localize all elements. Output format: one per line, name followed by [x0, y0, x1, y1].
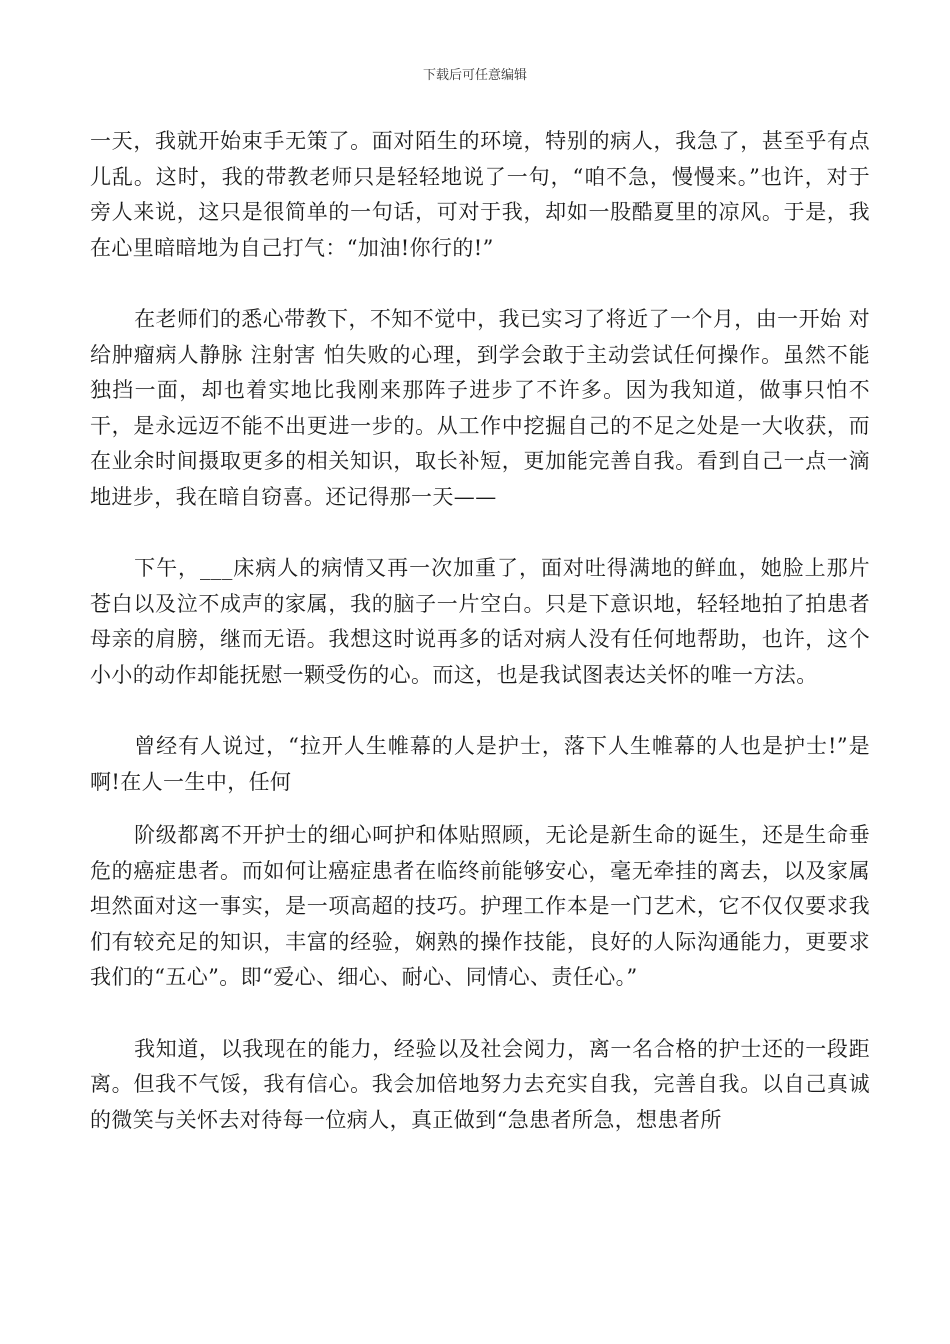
document-body	[90, 124, 870, 1174]
paragraph-5: 阶级都离不开护士的细心呵护和体贴照顾，无论是新生命的诞生，还是生命垂危的癌症患者。而如何让癌症患者在临终前能够安心，毫无牵挂的离去，以及家属坦然面对这一事实，是一项高超的技巧。护理工作本是一门艺术，它不仅仅要求我们有较充足的知识，丰富的经验，娴熟的操作技能，良好的人际沟通能力，更要求我们的“五心”。即“爱心、细心、耐心、同情心、责任心。”	[90, 823, 870, 989]
page-header: 下载后可任意编辑	[422, 68, 527, 83]
paragraph-3: 下午，___床病人的病情又再一次加重了，面对吐得满地的鲜血，她脸上那片苍白以及泣不成声的家属，我的脑子一片空白。只是下意识地，轻轻地拍了拍患者母亲的肩膀，继而无语。我想这时说再多的话对病人没有任何地帮助，也许，这个小小的动作却能抚慰一颗受伤的心。而这，也是我试图表达关怀的唯一方法。	[90, 556, 870, 687]
paragraph-1: 一天，我就开始束手无策了。面对陌生的环境，特别的病人，我急了，甚至乎有点儿乱。这时，我的带教老师只是轻轻地说了一句，“咱不急，慢慢来。”也许，对于旁人来说，这只是很简单的一句话，可对于我，却如一股酷夏里的凉风。于是，我在心里暗暗地为自己打气：“加油!你行的!”	[90, 129, 870, 260]
paragraph-2: 在老师们的悉心带教下，不知不觉中，我已实习了将近了一个月，由一开始 对给肿瘤病人静脉 注射害 怕失败的心理，到学会敢于主动尝试任何操作。虽然不能独挡一面，却也着实地比我刚来那阵子进步了不许多。因为我知道，做事只怕不干，是永远迈不能不出更进一步的。从工作中挖掘自己的不足之处是一大收获，而在业余时间摄取更多的相关知识，取长补短，更加能完善自我。看到自己一点一滴地进步，我在暗自窃喜。还记得那一天——	[90, 307, 870, 509]
paragraph-6: 我知道，以我现在的能力，经验以及社会阅力，离一名合格的护士还的一段距离。但我不气馁，我有信心。我会加倍地努力去充实自我，完善自我。以自己真诚的微笑与关怀去对待每一位病人，真正做到“急患者所急，想患者所	[90, 1036, 870, 1132]
paragraph-4: 曾经有人说过，“拉开人生帷幕的人是护士，落下人生帷幕的人也是护士!”是啊!在人一生中，任何	[90, 734, 870, 794]
